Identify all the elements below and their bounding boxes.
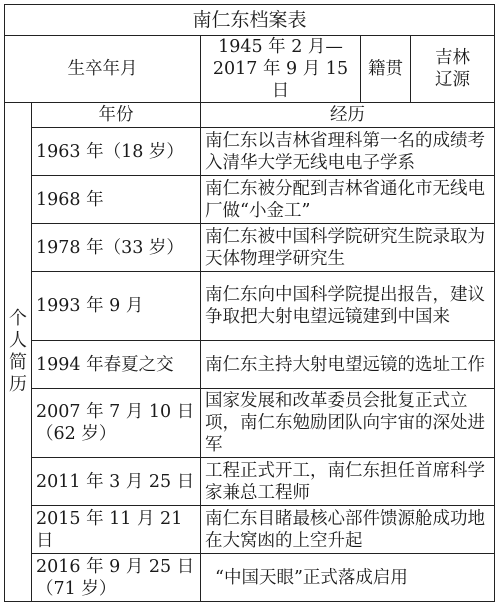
year-cell: 1993 年 9 月 (32, 272, 201, 341)
year-cell: 2011 年 3 月 25 日 (32, 458, 201, 506)
resume-label-char: 人 (9, 330, 27, 351)
resume-label (5, 103, 32, 602)
year-cell: 2007 年 7 月 10 日（62 岁） (32, 389, 201, 458)
table-row (5, 341, 495, 389)
table-title: 南仁东档案表 (5, 5, 495, 36)
native-place-label: 籍贯 (361, 36, 411, 103)
birth-death-value (201, 36, 361, 103)
death-date: 2017 年 9 月 15 日 (212, 59, 349, 101)
table-row (5, 554, 495, 602)
year-cell: 1994 年春夏之交 (32, 341, 201, 389)
table-row (5, 128, 495, 176)
year-cell: 1968 年 (32, 176, 201, 224)
experience-cell: 南仁东向中国科学院提出报告，建议争取把大射电望远镜建到中国来 (201, 272, 495, 341)
experience-cell: 工程正式开工，南仁东担任首席科学家兼总工程师 (201, 458, 495, 506)
experience-cell: 南仁东以吉林省理科第一名的成绩考入清华大学无线电电子学系 (201, 128, 495, 176)
year-cell: 2015 年 11 月 21 日 (32, 506, 201, 554)
experience-cell: 南仁东被分配到吉林省通化市无线电厂做“小金工” (201, 176, 495, 224)
table-row (5, 506, 495, 554)
year-header: 年份 (32, 103, 201, 128)
year-cell: 1978 年（33 岁） (32, 224, 201, 272)
table-row (5, 176, 495, 224)
resume-label-char: 历 (9, 374, 27, 395)
experience-cell: 国家发展和改革委员会批复正式立项，南仁东勉励团队向宇宙的深处进军 (201, 389, 495, 458)
resume-label-char: 简 (9, 352, 27, 373)
table-row (5, 458, 495, 506)
experience-header: 经历 (201, 103, 495, 128)
native-place-value (411, 36, 495, 103)
table-row (5, 224, 495, 272)
year-cell: 2016 年 9 月 25 日（71 岁） (32, 554, 201, 602)
experience-cell: “中国天眼”正式落成启用 (201, 554, 495, 602)
archive-table (4, 4, 495, 602)
table-row (5, 389, 495, 458)
resume-label-char: 个 (9, 308, 27, 329)
experience-cell: 南仁东被中国科学院研究生院录取为天体物理学研究生 (201, 224, 495, 272)
table-row (5, 272, 495, 341)
experience-cell: 南仁东主持大射电望远镜的选址工作 (201, 341, 495, 389)
birth-death-label: 生卒年月 (5, 36, 201, 103)
birth-date: 1945 年 2 月— (218, 37, 343, 57)
experience-cell: 南仁东目睹最核心部件馈源舱成功地在大窝凼的上空升起 (201, 506, 495, 554)
native-place-line2: 辽源 (435, 70, 471, 90)
year-cell: 1963 年（18 岁） (32, 128, 201, 176)
native-place-line1: 吉林 (435, 48, 471, 68)
